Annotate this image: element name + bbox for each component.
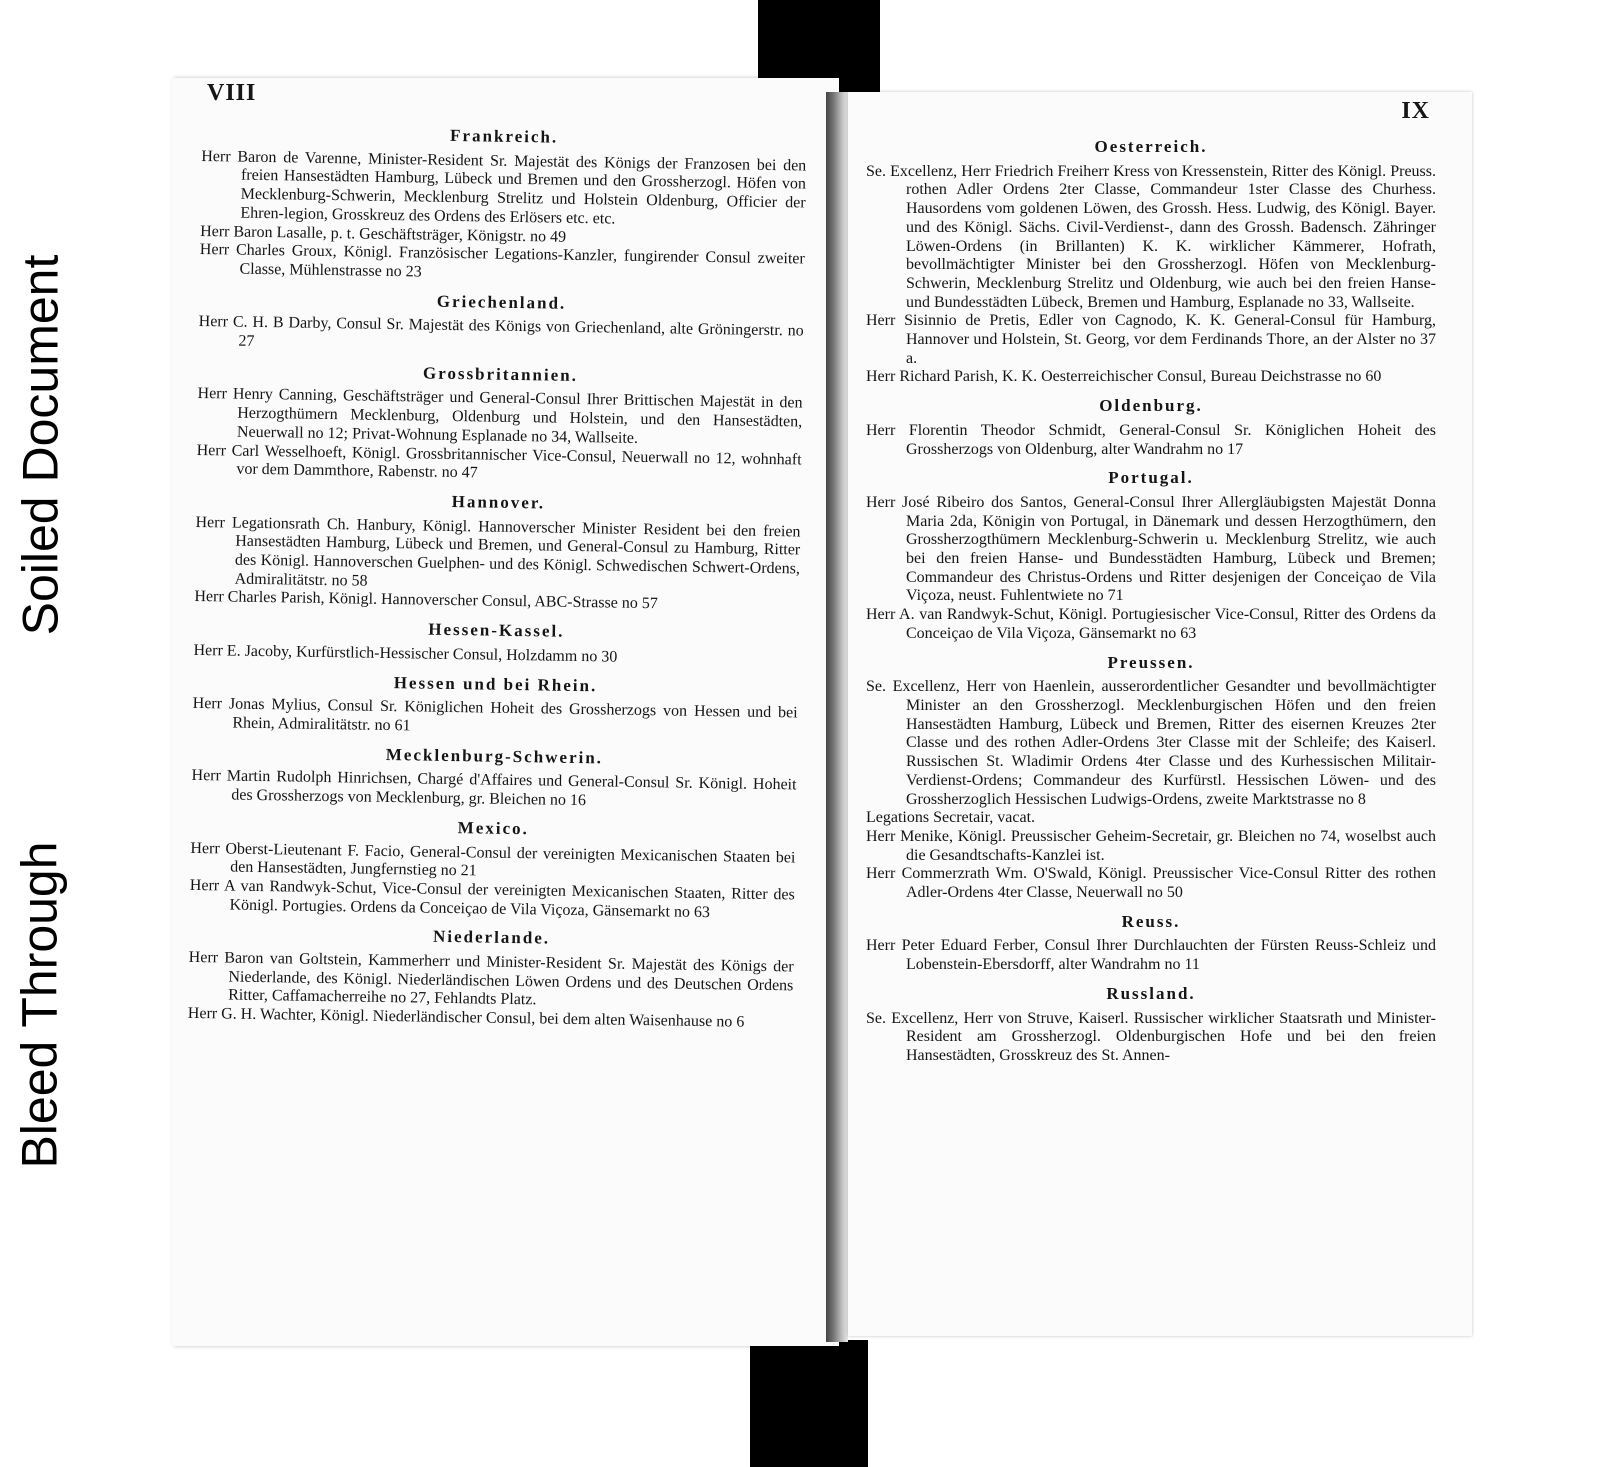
country-heading: Russland. — [1106, 983, 1196, 1003]
country-entries — [188, 949, 794, 1033]
left-page-number: VIII — [207, 80, 257, 106]
bleed-through-text: Bleed Through — [12, 841, 69, 1169]
country-entries — [199, 148, 806, 288]
country-entries — [189, 839, 795, 923]
country-heading: Portugal. — [1108, 468, 1194, 488]
country-entries — [194, 514, 800, 617]
country-heading: Mexico. — [457, 817, 529, 839]
consul-entry: Se. Excellenz, Herr von Haenlein, ausserordentlicher Gesandter und bevollmächtigter Minister an den Grossherzogl. Mecklenburgischen Höfen und den freien Hansestädten Hamburg, Lübeck und Bremen, Ritter des eisernen Kreuzes 2ter Classe und des rothen Adler-Ordens 3ter Classe mit der Schleife; des Kaiserl. Russischen St. Wladimir Ordens 4ter Classe und des Kurhessischen Militair-Verdienst-Ordens; Commandeur des Kurfürstl. Hessischen Löwen- und des Grossherzoglich Hessischen Ludwigs-Ordens, zweite Marktstrasse no 8 — [866, 678, 1436, 808]
right-page-number: IX — [1401, 98, 1430, 124]
consul-entry: Herr Henry Canning, Geschäftsträger und General-Consul Ihrer Brittischen Majestät in den Herzogthümern Mecklenburg, Oldenburg und Holstein, und den Hansestädten, Neuerwall no 12; Privat-Wohnung Esplanade no 34, Wallseite. — [197, 385, 803, 447]
consul-entry: Legations Secretair, vacat. — [866, 809, 1036, 827]
consul-entry: Herr Charles Parish, Königl. Hannoverscher Consul, ABC-Strasse no 57 — [194, 588, 658, 613]
bleed-through-label — [8, 785, 72, 1225]
consul-entry: Herr Commerzrath Wm. O'Swald, Königl. Preussischer Vice-Consul Ritter des rothen Adler-Ordens 4ter Classe, Neuerwall no 50 — [866, 865, 1436, 902]
consul-entry: Herr Peter Eduard Ferber, Consul Ihrer Durchlauchten der Fürsten Reuss-Schleiz und Lobenstein-Ebersdorff, alter Wandrahm no 11 — [866, 937, 1436, 974]
book-gutter — [826, 92, 848, 1342]
country-heading: Oesterreich. — [1094, 137, 1208, 156]
consul-entry: Herr José Ribeiro dos Santos, General-Consul Ihrer Allergläubigsten Majestät Donna Maria 2da, Königin von Portugal, in Dänemark und dessen Herzogthümern, den Grossherzogthümern Mecklenburg-Schwerin u. Mecklenburg Strelitz, wie auch bei den freien Hanse- und Bundesstädten Hamburg, Lübeck und Bremen; Commandeur des Christus-Ordens und Ritter desjenigen der Conceiçao de Vila Viçoza, neust. Fuhlentwiete no 71 — [866, 493, 1436, 605]
consul-entry: Herr Florentin Theodor Schmidt, General-Consul Sr. Königlichen Hoheit des Grossherzogs von Oldenburg, alter Wandrahm no 17 — [866, 421, 1436, 458]
consul-entry: Herr Baron Lasalle, p. t. Geschäftsträger, Königstr. no 49 — [200, 222, 567, 246]
country-entries — [866, 1010, 1436, 1066]
country-entries — [196, 385, 802, 488]
country-heading: Niederlande. — [432, 927, 551, 948]
consul-entry: Se. Excellenz, Herr Friedrich Freiherr Kress von Kressenstein, Ritter des Königl. Preuss. rothen Adler Ordens 2ter Classe, Commandeur 1ster Classe des Churhess. Hausordens vom goldenen Löwen, des Grossh. Hess. Ludwig, des Königl. Bayer. und des Königl. Sächs. Civil-Verdienst-, dann des Grossh. Badensch. Zähringer Löwen-Ordens (in Brillanten) K. K. wirklicher Kämmerer, Hofrath, bevollmächtigter Minister bei den Grossherzogl. Höfen von Mecklenburg-Schwerin, Mecklenburg Strelitz und Oldenburg, wie auch bei den freien Hanse- und Bundesstädten Lübeck, Bremen und Hamburg, Esplanade no 33, Wallseite. — [866, 162, 1436, 311]
consul-entry: Herr C. H. B Darby, Consul Sr. Majestät des Königs von Griechenland, alte Gröningerstr. no 27 — [198, 313, 804, 350]
consul-entry: Herr Oberst-Lieutenant F. Facio, General-Consul der vereinigten Mexicanischen Staaten bei den Hansestädten, Jungfernstieg no 21 — [190, 839, 796, 880]
soiled-document-text: Soiled Document — [12, 254, 69, 636]
country-entries — [866, 422, 1436, 459]
consul-entry: Herr Richard Parish, K. K. Oesterreichischer Consul, Bureau Deichstrasse no 60 — [866, 368, 1382, 386]
consul-entry: Herr Baron van Goltstein, Kammerherr und Minister-Resident Sr. Majestät des Königs der Niederlande, des Königl. Niederländischen Löwen Ordens und des Deutschen Ordens Ritter, Caffamacherreihe no 27, Fehlandts Platz. — [188, 948, 794, 1009]
country-entries — [192, 695, 798, 742]
consul-entry: Herr Sisinnio de Pretis, Edler von Cagnodo, K. K. General-Consul für Hamburg, Hannover und Holstein, St. Georg, vor dem Ferdinands Thore, an der Alster no 37 a. — [866, 312, 1436, 367]
country-heading: Hessen und bei Rhein. — [393, 672, 598, 695]
consul-entry: Se. Excellenz, Herr von Struve, Kaiserl. Russischer wirklicher Staatsrath und Minister-Resident am Grossherzogl. Oldenburgischen Hofe und bei den freien Hansestädten, Grosskreuz des St. Annen- — [866, 1009, 1436, 1064]
country-heading: Hessen-Kassel. — [428, 619, 565, 641]
consul-entry: Herr G. H. Wachter, Königl. Niederländischer Consul, bei dem alten Waisenhause no 6 — [187, 1005, 745, 1031]
consul-entry: Herr Martin Rudolph Hinrichsen, Chargé d'Affaires und General-Consul Sr. Königl. Hoheit des Grossherzogs von Mecklenburg, gr. Bleichen no 16 — [191, 767, 797, 810]
country-entries — [193, 642, 798, 670]
country-heading: Oldenburg. — [1099, 396, 1203, 416]
country-entries — [866, 163, 1436, 387]
country-heading: Hannover. — [451, 491, 546, 513]
country-heading: Mecklenburg-Schwerin. — [385, 744, 604, 768]
consul-entry: Herr Jonas Mylius, Consul Sr. Königlichen Hoheit des Grossherzogs von Hessen und bei Rhein, Admiralitätstr. no 61 — [192, 695, 798, 735]
country-heading: Grossbritannien. — [422, 363, 579, 385]
left-page — [172, 78, 839, 1346]
soiled-document-label — [8, 175, 72, 715]
consul-entry: Herr A van Randwyk-Schut, Vice-Consul der vereinigten Mexicanischen Staaten, Ritter des Königl. Portugies. Ordens da Conceiçao de Vila Viçoza, Gänsemarkt no 63 — [189, 876, 795, 921]
consul-entry: Herr Carl Wesselhoeft, Königl. Grossbritannischer Vice-Consul, Neuerwall no 12, wohnhaft vor dem Dammthore, Rabenstr. no 47 — [196, 441, 802, 482]
left-page-content — [188, 113, 807, 1033]
country-entries — [198, 313, 804, 360]
consul-entry: Herr A. van Randwyk-Schut, Königl. Portugiesischer Vice-Consul, Ritter des Ordens da Conceiçao de Vila Viçoza, Gänsemarkt no 63 — [866, 606, 1436, 642]
right-page — [848, 92, 1472, 1336]
country-heading: Griechenland. — [436, 291, 567, 313]
country-heading: Reuss. — [1121, 911, 1181, 931]
country-entries — [866, 937, 1436, 974]
country-heading: Preussen. — [1107, 652, 1195, 672]
country-heading: Frankreich. — [449, 125, 559, 147]
consul-entry: Herr Legationsrath Ch. Hanbury, Königl. Hannoverscher Minister Resident bei den freien Hansestädten Hamburg, Lübeck und Bremen, und General-Consul zu Hamburg, Ritter des Königl. Hannoverschen Guelphen- und des Königl. Schwedischen Schwert-Ordens, Admiralitätstr. no 58 — [195, 513, 801, 590]
consul-entry: Herr E. Jacoby, Kurfürstlich-Hessischer Consul, Holzdamm no 30 — [193, 641, 618, 666]
consul-entry: Herr Charles Groux, Königl. Französischer Legations-Kanzler, fungirender Consul zweiter Classe, Mühlenstrasse no 23 — [199, 241, 805, 281]
consul-entry: Herr Baron de Varenne, Minister-Resident Sr. Majestät des Königs der Franzosen bei den freien Hansestädten Hamburg, Lübeck und Bremen und den Grossherzogl. Höfen von Mecklenburg-Schwerin, Mecklenburg Strelitz und Holstein Oldenburg, Officier der Ehren-legion, Grosskreuz des Ordens des Erlösers etc. etc. — [201, 147, 807, 228]
consul-entry: Herr Menike, Königl. Preussischer Geheim-Secretair, gr. Bleichen no 74, woselbst auch die Gesandtschafts-Kanzlei ist. — [866, 827, 1436, 864]
country-entries — [866, 494, 1436, 644]
country-entries — [866, 678, 1436, 902]
right-page-content — [866, 128, 1436, 1066]
binding-strip-bottom — [750, 1340, 868, 1467]
country-entries — [191, 767, 797, 814]
